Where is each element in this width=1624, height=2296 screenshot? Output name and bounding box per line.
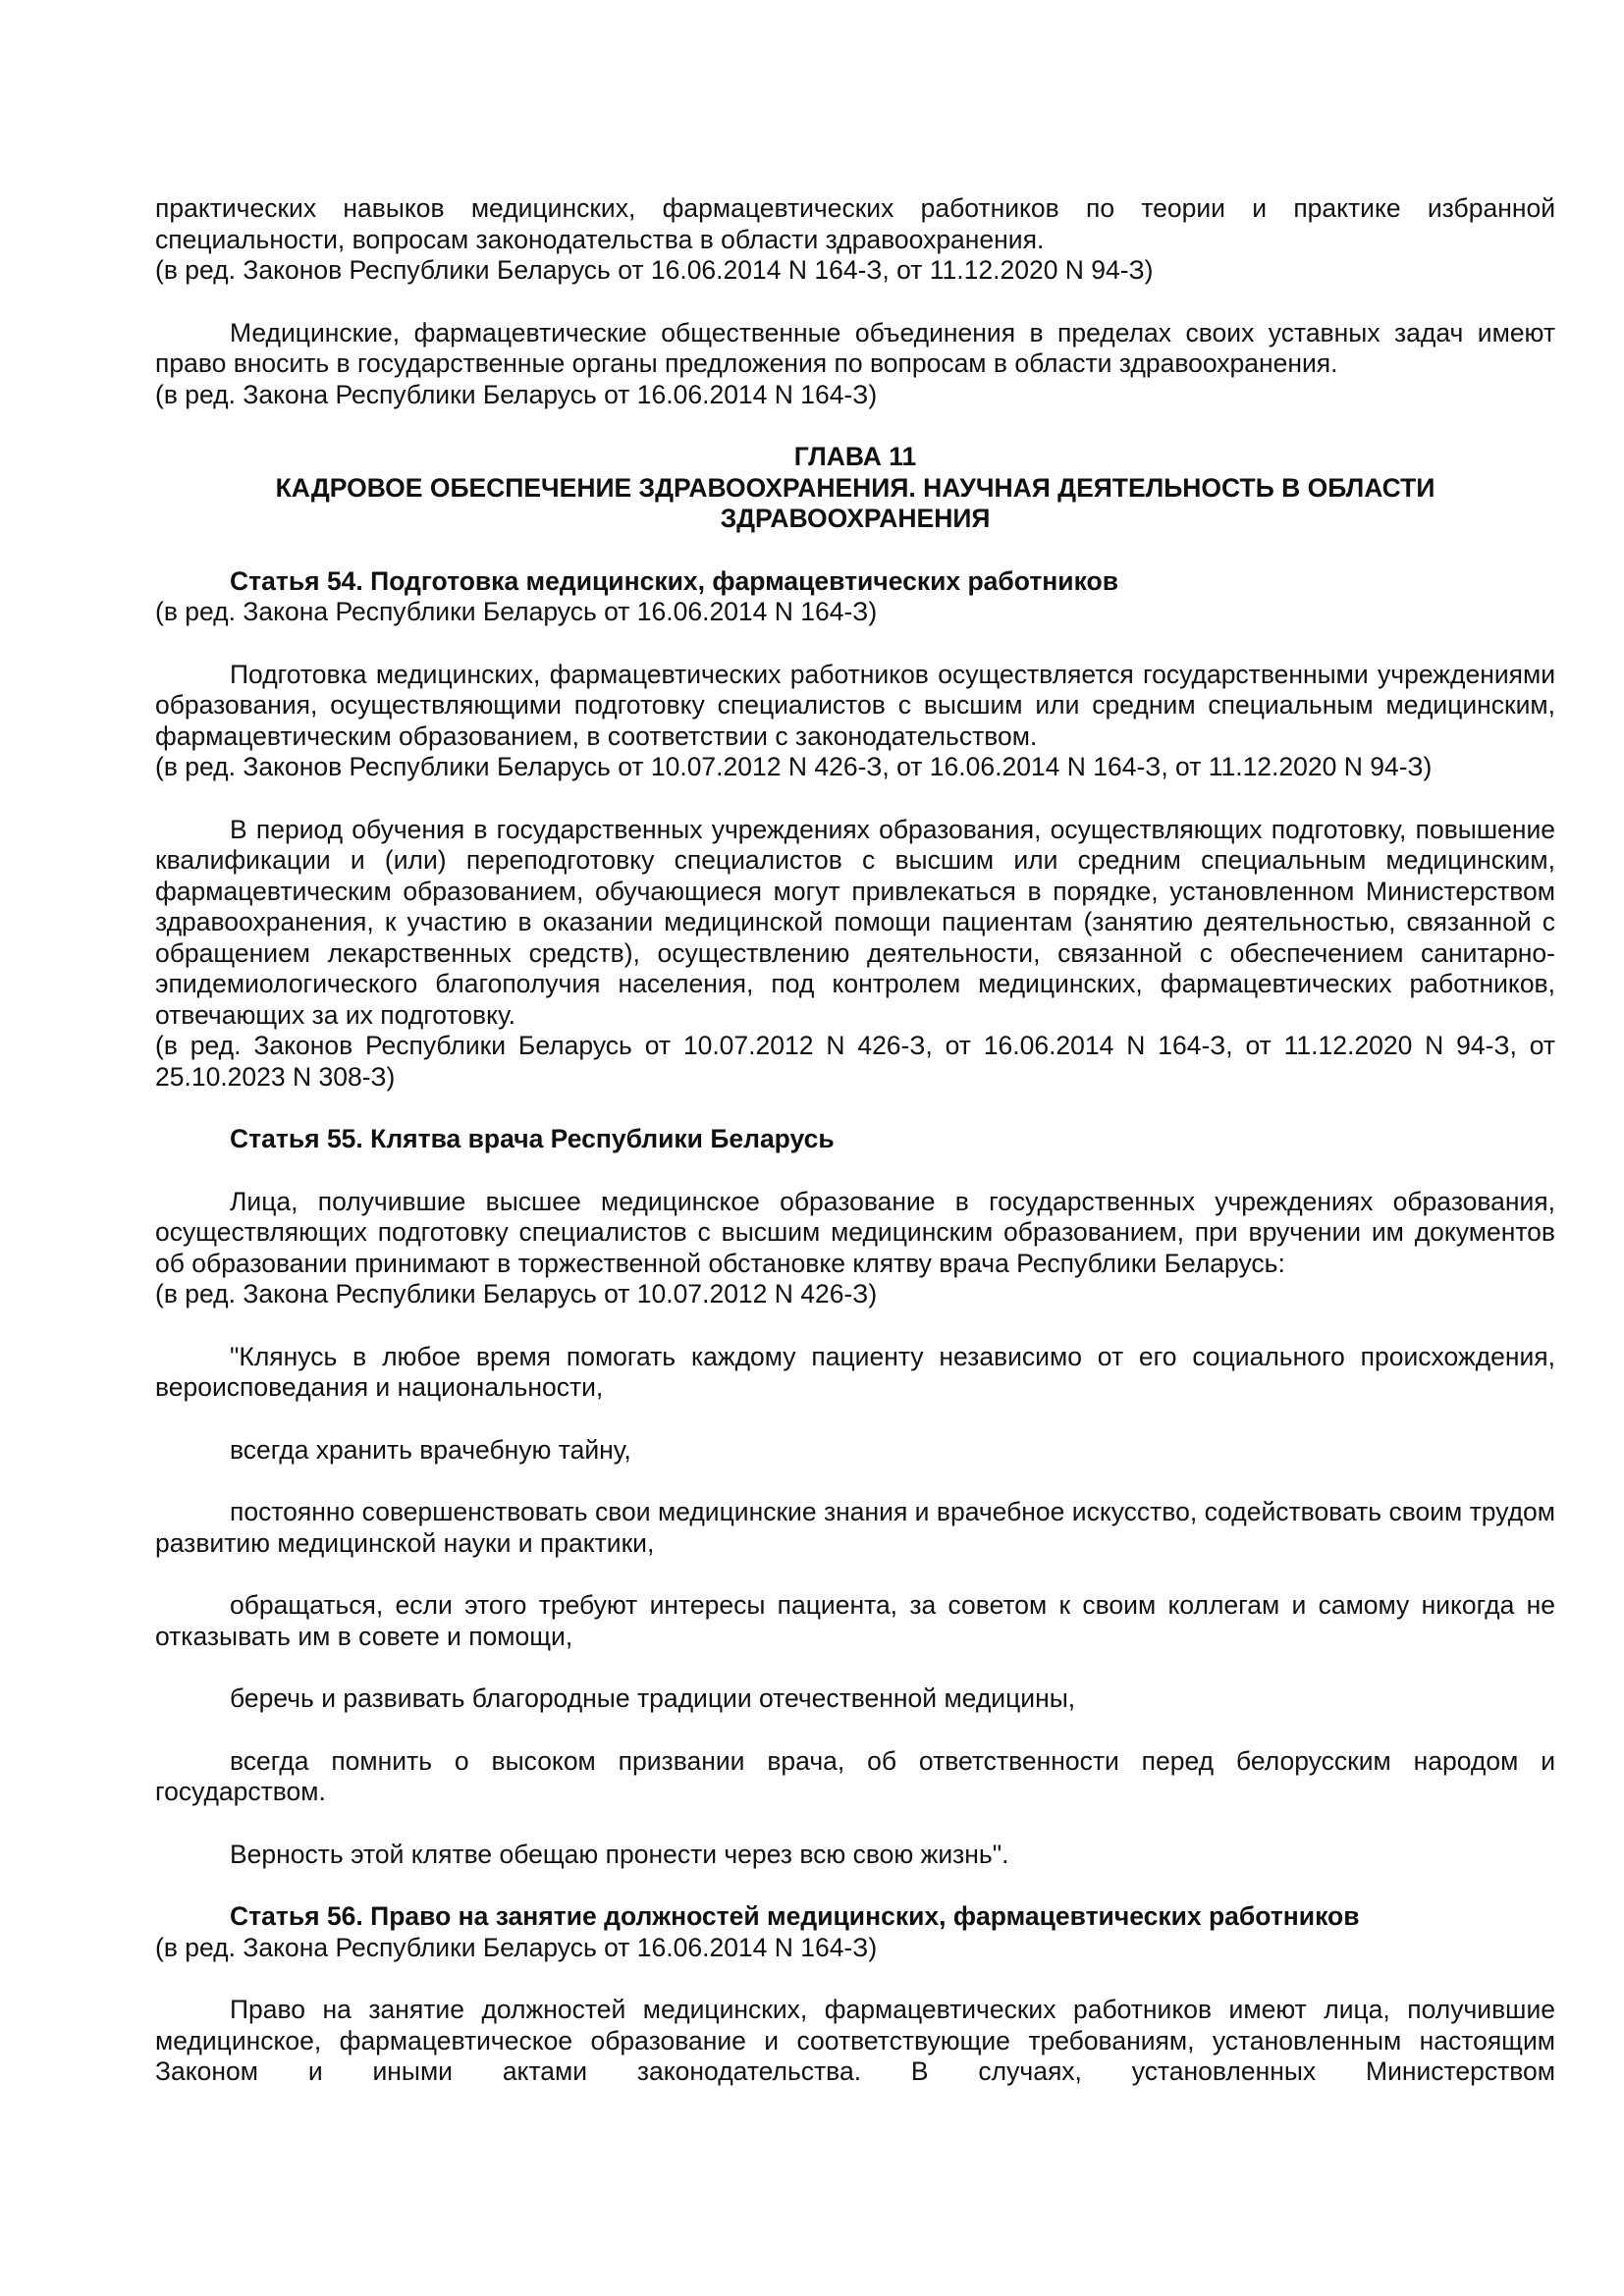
oath-line: беречь и развивать благородные традиции отечественной медицины, xyxy=(230,1683,1076,1713)
amendment-note: (в ред. Закона Республики Беларусь от 16.06.2014 N 164-З) xyxy=(155,379,878,409)
amendment-note: (в ред. Законов Республики Беларусь от 10.07.2012 N 426-З, от 16.06.2014 N 164-З, от 11.12.2020 N 94-З) xyxy=(155,752,1433,781)
amendment-note: (в ред. Закона Республики Беларусь от 16.06.2014 N 164-З) xyxy=(155,597,878,626)
amendment-note: (в ред. Законов Республики Беларусь от 16.06.2014 N 164-З, от 11.12.2020 N 94-З) xyxy=(155,255,1154,285)
article-56-paragraph-1: Право на занятие должностей медицинских, фармацевтических работников имеют лица, получившие медицинское, фармацевтическое образование и соответствующие требованиям, установленным настоящим Законом и иными актами законодательства. В случаях, установленных Министерством xyxy=(155,1995,1555,2086)
oath-line: обращаться, если этого требуют интересы пациента, за советом к своим коллегам и самому никогда не отказывать им в совете и помощи, xyxy=(155,1590,1555,1651)
article-54-paragraph-1: Подготовка медицинских, фармацевтических работников осуществляется государственными учреждениями образования, осуществляющими подготовку специалистов с высшим или средним специальным медицинским, фармацевтическим образованием, в соответствии с законодательством. xyxy=(155,659,1555,751)
chapter-heading xyxy=(155,442,1555,535)
article-55-paragraph-1: Лица, получившие высшее медицинское образование в государственных учреждениях образования, осуществляющих подготовку специалистов с высшим медицинским образованием, при вручении им документов об образовании принимают в торжественной обстановке клятву врача Республики Беларусь: xyxy=(155,1186,1555,1278)
oath-line: всегда хранить врачебную тайну, xyxy=(230,1434,631,1465)
oath-line: "Клянусь в любое время помогать каждому пациенту независимо от его социального происхождения, вероисповедания и национальности, xyxy=(155,1341,1555,1402)
article-54-paragraph-2: В период обучения в государственных учреждениях образования, осуществляющих подготовку, повышение квалификации и (или) переподготовку специалистов с высшим или средним специальным медицинским, фармацевтическим образованием, обучающиеся могут привлекаться в порядке, установленном Министерством здравоохранения, к участию в оказании медицинской помощи пациентам (занятию деятельностью, связанной с обращением лекарственных средств), осуществлению деятельности, связанной с обеспечением санитарно-эпидемиологического благополучия населения, под контролем медицинских, фармацевтических работников, отвечающих за их подготовку. xyxy=(155,814,1555,1030)
amendment-note: (в ред. Закона Республики Беларусь от 16.06.2014 N 164-З) xyxy=(155,1932,878,1962)
article-56-heading: Статья 56. Право на занятие должностей медицинских, фармацевтических работников xyxy=(230,1901,1360,1931)
chapter-number: ГЛАВА 11 xyxy=(793,442,917,471)
chapter-title-line-2: ЗДРАВООХРАНЕНИЯ xyxy=(720,504,991,533)
document-page xyxy=(155,193,1555,2088)
paragraph-continuation: практических навыков медицинских, фармацевтических работников по теории и практике избранной специальности, вопросам законодательства в области здравоохранения. xyxy=(155,193,1555,254)
paragraph-public-associations: Медицинские, фармацевтические общественные объединения в пределах своих уставных задач имеют право вносить в государственные органы предложения по вопросам в области здравоохранения. xyxy=(155,317,1555,378)
oath-line: Верность этой клятве обещаю пронести через всю свою жизнь". xyxy=(230,1839,1009,1869)
chapter-title-line-1: КАДРОВОЕ ОБЕСПЕЧЕНИЕ ЗДРАВООХРАНЕНИЯ. НАУЧНАЯ ДЕЯТЕЛЬНОСТЬ В ОБЛАСТИ xyxy=(275,472,1435,503)
oath-line: всегда помнить о высоком призвании врача, об ответственности перед белорусским народом и государством. xyxy=(155,1745,1555,1806)
article-55-heading: Статья 55. Клятва врача Республики Беларусь xyxy=(230,1124,835,1153)
oath-line: постоянно совершенствовать свои медицинские знания и врачебное искусство, содействовать своим трудом развитию медицинской науки и практики, xyxy=(155,1497,1555,1558)
amendment-note: (в ред. Закона Республики Беларусь от 10.07.2012 N 426-З) xyxy=(155,1279,878,1308)
article-54-heading: Статья 54. Подготовка медицинских, фармацевтических работников xyxy=(230,565,1118,596)
amendment-note: (в ред. Законов Республики Беларусь от 10.07.2012 N 426-З, от 16.06.2014 N 164-З, от 11.12.2020 N 94-З, от 25.10.2023 N 308-З) xyxy=(155,1031,1555,1092)
